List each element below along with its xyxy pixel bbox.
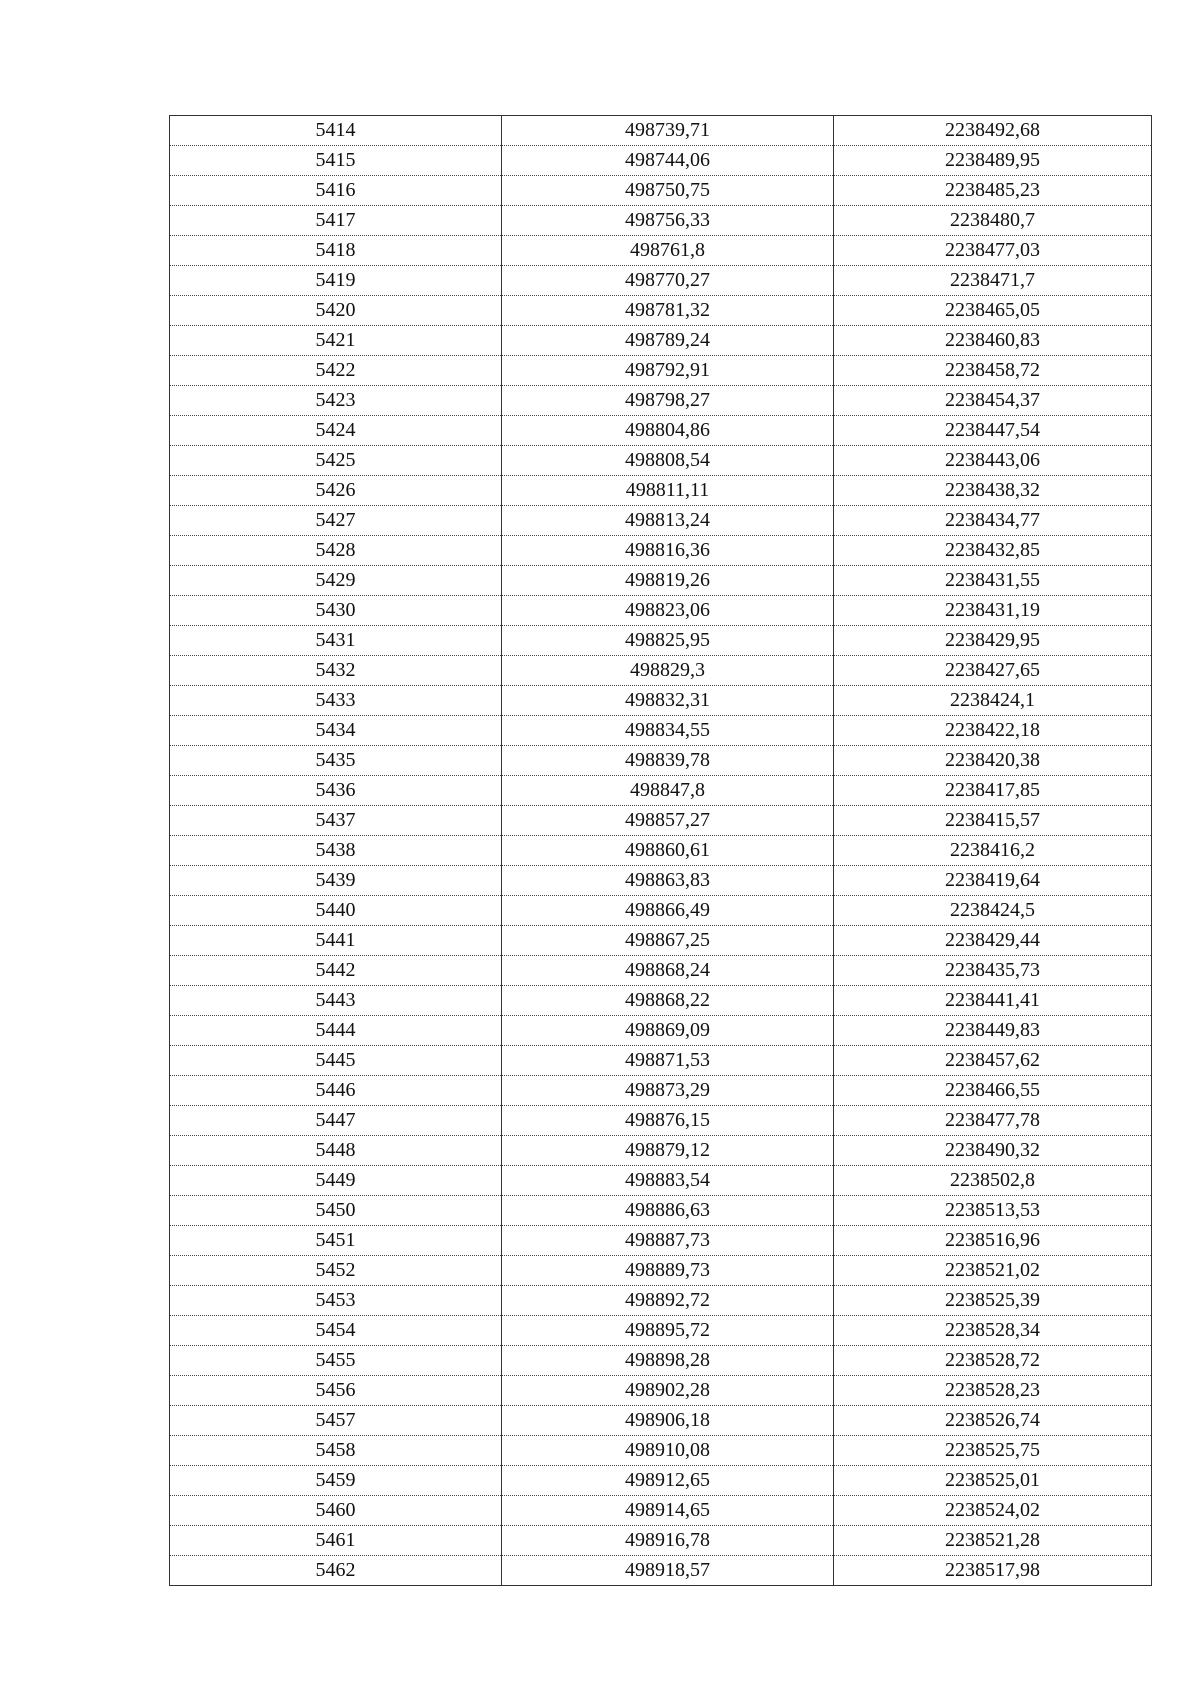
y-coordinate-cell: 2238435,73 bbox=[834, 956, 1152, 986]
y-coordinate-cell: 2238441,41 bbox=[834, 986, 1152, 1016]
table-row bbox=[170, 536, 1152, 566]
table-row bbox=[170, 1556, 1152, 1586]
table-row bbox=[170, 1466, 1152, 1496]
point-number-cell: 5440 bbox=[170, 896, 502, 926]
point-number-cell: 5415 bbox=[170, 146, 502, 176]
x-coordinate-cell: 498789,24 bbox=[502, 326, 834, 356]
table-row bbox=[170, 746, 1152, 776]
table-row bbox=[170, 506, 1152, 536]
table-row bbox=[170, 236, 1152, 266]
table-row bbox=[170, 476, 1152, 506]
y-coordinate-cell: 2238525,01 bbox=[834, 1466, 1152, 1496]
table-row bbox=[170, 1136, 1152, 1166]
point-number-cell: 5423 bbox=[170, 386, 502, 416]
x-coordinate-cell: 498871,53 bbox=[502, 1046, 834, 1076]
table-row bbox=[170, 626, 1152, 656]
x-coordinate-cell: 498902,28 bbox=[502, 1376, 834, 1406]
y-coordinate-cell: 2238485,23 bbox=[834, 176, 1152, 206]
table-row bbox=[170, 146, 1152, 176]
y-coordinate-cell: 2238429,44 bbox=[834, 926, 1152, 956]
y-coordinate-cell: 2238490,32 bbox=[834, 1136, 1152, 1166]
table-row bbox=[170, 566, 1152, 596]
point-number-cell: 5442 bbox=[170, 956, 502, 986]
point-number-cell: 5434 bbox=[170, 716, 502, 746]
y-coordinate-cell: 2238457,62 bbox=[834, 1046, 1152, 1076]
point-number-cell: 5418 bbox=[170, 236, 502, 266]
point-number-cell: 5432 bbox=[170, 656, 502, 686]
x-coordinate-cell: 498873,29 bbox=[502, 1076, 834, 1106]
table-row bbox=[170, 1376, 1152, 1406]
table-row bbox=[170, 386, 1152, 416]
x-coordinate-cell: 498889,73 bbox=[502, 1256, 834, 1286]
point-number-cell: 5433 bbox=[170, 686, 502, 716]
x-coordinate-cell: 498876,15 bbox=[502, 1106, 834, 1136]
x-coordinate-cell: 498811,11 bbox=[502, 476, 834, 506]
y-coordinate-cell: 2238465,05 bbox=[834, 296, 1152, 326]
point-number-cell: 5421 bbox=[170, 326, 502, 356]
table-row bbox=[170, 866, 1152, 896]
x-coordinate-cell: 498914,65 bbox=[502, 1496, 834, 1526]
x-coordinate-cell: 498770,27 bbox=[502, 266, 834, 296]
point-number-cell: 5438 bbox=[170, 836, 502, 866]
point-number-cell: 5441 bbox=[170, 926, 502, 956]
y-coordinate-cell: 2238521,02 bbox=[834, 1256, 1152, 1286]
x-coordinate-cell: 498825,95 bbox=[502, 626, 834, 656]
y-coordinate-cell: 2238431,55 bbox=[834, 566, 1152, 596]
table-row bbox=[170, 1076, 1152, 1106]
x-coordinate-cell: 498781,32 bbox=[502, 296, 834, 326]
table-row bbox=[170, 956, 1152, 986]
table-row bbox=[170, 1196, 1152, 1226]
y-coordinate-cell: 2238516,96 bbox=[834, 1226, 1152, 1256]
x-coordinate-cell: 498829,3 bbox=[502, 656, 834, 686]
x-coordinate-cell: 498761,8 bbox=[502, 236, 834, 266]
y-coordinate-cell: 2238419,64 bbox=[834, 866, 1152, 896]
table-row bbox=[170, 686, 1152, 716]
y-coordinate-cell: 2238420,38 bbox=[834, 746, 1152, 776]
table-row bbox=[170, 116, 1152, 146]
y-coordinate-cell: 2238524,02 bbox=[834, 1496, 1152, 1526]
y-coordinate-cell: 2238492,68 bbox=[834, 116, 1152, 146]
x-coordinate-cell: 498863,83 bbox=[502, 866, 834, 896]
table-row bbox=[170, 1526, 1152, 1556]
x-coordinate-cell: 498912,65 bbox=[502, 1466, 834, 1496]
point-number-cell: 5448 bbox=[170, 1136, 502, 1166]
x-coordinate-cell: 498744,06 bbox=[502, 146, 834, 176]
table-row bbox=[170, 596, 1152, 626]
x-coordinate-cell: 498879,12 bbox=[502, 1136, 834, 1166]
y-coordinate-cell: 2238525,39 bbox=[834, 1286, 1152, 1316]
point-number-cell: 5444 bbox=[170, 1016, 502, 1046]
table-row bbox=[170, 926, 1152, 956]
x-coordinate-cell: 498857,27 bbox=[502, 806, 834, 836]
point-number-cell: 5446 bbox=[170, 1076, 502, 1106]
point-number-cell: 5447 bbox=[170, 1106, 502, 1136]
x-coordinate-cell: 498910,08 bbox=[502, 1436, 834, 1466]
x-coordinate-cell: 498739,71 bbox=[502, 116, 834, 146]
x-coordinate-cell: 498792,91 bbox=[502, 356, 834, 386]
x-coordinate-cell: 498869,09 bbox=[502, 1016, 834, 1046]
y-coordinate-cell: 2238449,83 bbox=[834, 1016, 1152, 1046]
x-coordinate-cell: 498819,26 bbox=[502, 566, 834, 596]
point-number-cell: 5414 bbox=[170, 116, 502, 146]
table-row bbox=[170, 716, 1152, 746]
x-coordinate-cell: 498832,31 bbox=[502, 686, 834, 716]
x-coordinate-cell: 498798,27 bbox=[502, 386, 834, 416]
y-coordinate-cell: 2238434,77 bbox=[834, 506, 1152, 536]
table-row bbox=[170, 1496, 1152, 1526]
point-number-cell: 5420 bbox=[170, 296, 502, 326]
y-coordinate-cell: 2238417,85 bbox=[834, 776, 1152, 806]
table-row bbox=[170, 416, 1152, 446]
point-number-cell: 5439 bbox=[170, 866, 502, 896]
y-coordinate-cell: 2238526,74 bbox=[834, 1406, 1152, 1436]
point-number-cell: 5426 bbox=[170, 476, 502, 506]
point-number-cell: 5457 bbox=[170, 1406, 502, 1436]
x-coordinate-cell: 498868,24 bbox=[502, 956, 834, 986]
point-number-cell: 5429 bbox=[170, 566, 502, 596]
point-number-cell: 5424 bbox=[170, 416, 502, 446]
table-row bbox=[170, 356, 1152, 386]
y-coordinate-cell: 2238424,5 bbox=[834, 896, 1152, 926]
x-coordinate-cell: 498860,61 bbox=[502, 836, 834, 866]
y-coordinate-cell: 2238528,72 bbox=[834, 1346, 1152, 1376]
table-row bbox=[170, 266, 1152, 296]
y-coordinate-cell: 2238525,75 bbox=[834, 1436, 1152, 1466]
x-coordinate-cell: 498898,28 bbox=[502, 1346, 834, 1376]
point-number-cell: 5454 bbox=[170, 1316, 502, 1346]
point-number-cell: 5455 bbox=[170, 1346, 502, 1376]
x-coordinate-cell: 498813,24 bbox=[502, 506, 834, 536]
point-number-cell: 5417 bbox=[170, 206, 502, 236]
table-row bbox=[170, 986, 1152, 1016]
y-coordinate-cell: 2238415,57 bbox=[834, 806, 1152, 836]
table-row bbox=[170, 1286, 1152, 1316]
table-row bbox=[170, 1316, 1152, 1346]
y-coordinate-cell: 2238528,34 bbox=[834, 1316, 1152, 1346]
x-coordinate-cell: 498895,72 bbox=[502, 1316, 834, 1346]
y-coordinate-cell: 2238422,18 bbox=[834, 716, 1152, 746]
y-coordinate-cell: 2238438,32 bbox=[834, 476, 1152, 506]
table-row bbox=[170, 296, 1152, 326]
x-coordinate-cell: 498867,25 bbox=[502, 926, 834, 956]
x-coordinate-cell: 498887,73 bbox=[502, 1226, 834, 1256]
y-coordinate-cell: 2238477,03 bbox=[834, 236, 1152, 266]
table-row bbox=[170, 1346, 1152, 1376]
x-coordinate-cell: 498892,72 bbox=[502, 1286, 834, 1316]
y-coordinate-cell: 2238427,65 bbox=[834, 656, 1152, 686]
table-row bbox=[170, 326, 1152, 356]
point-number-cell: 5437 bbox=[170, 806, 502, 836]
x-coordinate-cell: 498756,33 bbox=[502, 206, 834, 236]
table-row bbox=[170, 1046, 1152, 1076]
table-row bbox=[170, 806, 1152, 836]
x-coordinate-cell: 498918,57 bbox=[502, 1556, 834, 1586]
x-coordinate-cell: 498839,78 bbox=[502, 746, 834, 776]
y-coordinate-cell: 2238432,85 bbox=[834, 536, 1152, 566]
table-row bbox=[170, 776, 1152, 806]
point-number-cell: 5430 bbox=[170, 596, 502, 626]
x-coordinate-cell: 498750,75 bbox=[502, 176, 834, 206]
point-number-cell: 5452 bbox=[170, 1256, 502, 1286]
table-row bbox=[170, 836, 1152, 866]
point-number-cell: 5456 bbox=[170, 1376, 502, 1406]
x-coordinate-cell: 498804,86 bbox=[502, 416, 834, 446]
point-number-cell: 5461 bbox=[170, 1526, 502, 1556]
point-number-cell: 5450 bbox=[170, 1196, 502, 1226]
coordinates-table-body bbox=[170, 116, 1152, 1586]
table-row bbox=[170, 1106, 1152, 1136]
table-row bbox=[170, 1406, 1152, 1436]
table-row bbox=[170, 176, 1152, 206]
y-coordinate-cell: 2238424,1 bbox=[834, 686, 1152, 716]
y-coordinate-cell: 2238477,78 bbox=[834, 1106, 1152, 1136]
y-coordinate-cell: 2238528,23 bbox=[834, 1376, 1152, 1406]
x-coordinate-cell: 498886,63 bbox=[502, 1196, 834, 1226]
x-coordinate-cell: 498847,8 bbox=[502, 776, 834, 806]
point-number-cell: 5443 bbox=[170, 986, 502, 1016]
point-number-cell: 5453 bbox=[170, 1286, 502, 1316]
x-coordinate-cell: 498883,54 bbox=[502, 1166, 834, 1196]
x-coordinate-cell: 498866,49 bbox=[502, 896, 834, 926]
table-row bbox=[170, 896, 1152, 926]
point-number-cell: 5427 bbox=[170, 506, 502, 536]
table-row bbox=[170, 206, 1152, 236]
x-coordinate-cell: 498906,18 bbox=[502, 1406, 834, 1436]
point-number-cell: 5436 bbox=[170, 776, 502, 806]
x-coordinate-cell: 498823,06 bbox=[502, 596, 834, 626]
table-row bbox=[170, 446, 1152, 476]
table-row bbox=[170, 1226, 1152, 1256]
point-number-cell: 5449 bbox=[170, 1166, 502, 1196]
table-row bbox=[170, 1166, 1152, 1196]
x-coordinate-cell: 498834,55 bbox=[502, 716, 834, 746]
y-coordinate-cell: 2238429,95 bbox=[834, 626, 1152, 656]
y-coordinate-cell: 2238458,72 bbox=[834, 356, 1152, 386]
y-coordinate-cell: 2238513,53 bbox=[834, 1196, 1152, 1226]
point-number-cell: 5431 bbox=[170, 626, 502, 656]
x-coordinate-cell: 498816,36 bbox=[502, 536, 834, 566]
x-coordinate-cell: 498868,22 bbox=[502, 986, 834, 1016]
y-coordinate-cell: 2238466,55 bbox=[834, 1076, 1152, 1106]
y-coordinate-cell: 2238517,98 bbox=[834, 1556, 1152, 1586]
point-number-cell: 5422 bbox=[170, 356, 502, 386]
y-coordinate-cell: 2238521,28 bbox=[834, 1526, 1152, 1556]
y-coordinate-cell: 2238460,83 bbox=[834, 326, 1152, 356]
x-coordinate-cell: 498916,78 bbox=[502, 1526, 834, 1556]
point-number-cell: 5419 bbox=[170, 266, 502, 296]
y-coordinate-cell: 2238480,7 bbox=[834, 206, 1152, 236]
point-number-cell: 5445 bbox=[170, 1046, 502, 1076]
table-row bbox=[170, 1436, 1152, 1466]
point-number-cell: 5451 bbox=[170, 1226, 502, 1256]
y-coordinate-cell: 2238443,06 bbox=[834, 446, 1152, 476]
point-number-cell: 5428 bbox=[170, 536, 502, 566]
point-number-cell: 5425 bbox=[170, 446, 502, 476]
table-row bbox=[170, 1016, 1152, 1046]
y-coordinate-cell: 2238489,95 bbox=[834, 146, 1152, 176]
point-number-cell: 5458 bbox=[170, 1436, 502, 1466]
x-coordinate-cell: 498808,54 bbox=[502, 446, 834, 476]
coordinates-table bbox=[169, 115, 1152, 1586]
y-coordinate-cell: 2238447,54 bbox=[834, 416, 1152, 446]
y-coordinate-cell: 2238431,19 bbox=[834, 596, 1152, 626]
y-coordinate-cell: 2238471,7 bbox=[834, 266, 1152, 296]
table-row bbox=[170, 1256, 1152, 1286]
point-number-cell: 5416 bbox=[170, 176, 502, 206]
point-number-cell: 5459 bbox=[170, 1466, 502, 1496]
y-coordinate-cell: 2238416,2 bbox=[834, 836, 1152, 866]
point-number-cell: 5462 bbox=[170, 1556, 502, 1586]
point-number-cell: 5460 bbox=[170, 1496, 502, 1526]
point-number-cell: 5435 bbox=[170, 746, 502, 776]
y-coordinate-cell: 2238502,8 bbox=[834, 1166, 1152, 1196]
table-row bbox=[170, 656, 1152, 686]
y-coordinate-cell: 2238454,37 bbox=[834, 386, 1152, 416]
